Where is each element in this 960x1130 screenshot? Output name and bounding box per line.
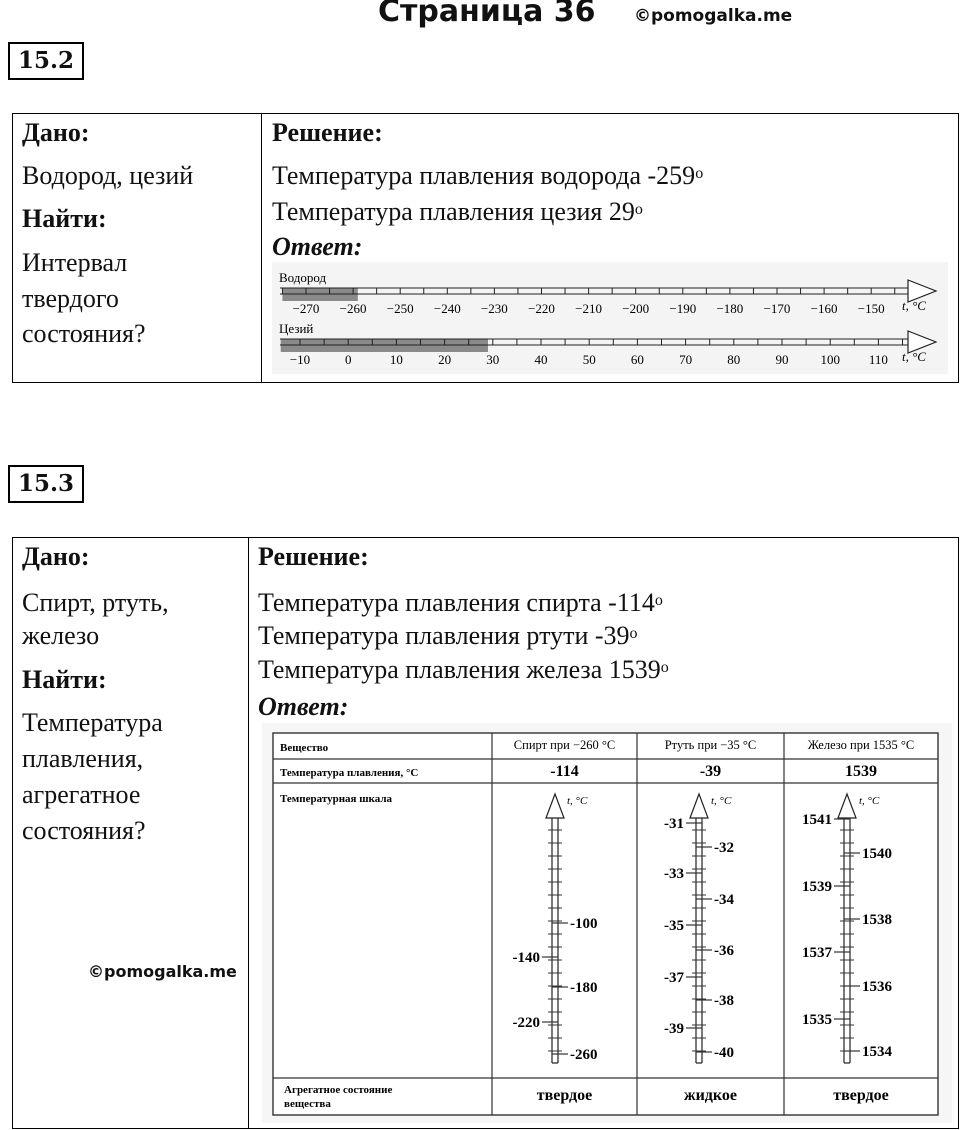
body-watermark: ©pomogalka.me [88, 962, 237, 981]
column-header: Ртуть при −35 °С [664, 738, 757, 752]
scale-label: -36 [714, 943, 734, 959]
solution-line-1: Температура плавления спирта -114$^o$ [258, 588, 663, 617]
solution-line-2: Температура плавления ртути -39$^o$ [258, 621, 638, 650]
answer-label: Ответ: [272, 232, 363, 261]
scale-label: 1538 [862, 912, 892, 928]
scale-label: -220 [512, 1015, 540, 1031]
tick-label: −150 [857, 301, 885, 316]
row-label-state: вещества [284, 1098, 331, 1110]
tick-label: −170 [763, 301, 791, 316]
state-value: твердое [833, 1087, 889, 1104]
scale-label: -38 [714, 993, 734, 1009]
find-line-3: агрегатное [22, 780, 141, 809]
scale-label: -100 [570, 916, 598, 932]
problem-number-15-3: 15.3 [8, 465, 84, 503]
scale-name: Цезий [279, 321, 314, 336]
tick-label: 80 [727, 352, 741, 367]
find-line-2: твердого [22, 284, 119, 313]
row-label-state: Агрегатное состояние [284, 1084, 393, 1096]
thermometer-unit: t, °C [859, 795, 880, 807]
find-line-1: Интервал [22, 248, 128, 277]
axis-unit: t, °C [902, 298, 926, 313]
solution-line-1: Температура плавления водорода -259$^o$ [272, 161, 704, 190]
row-label-melting: Температура плавления, °С [280, 767, 419, 779]
tick-label: 100 [820, 352, 840, 367]
find-line-4: состояния? [22, 816, 146, 845]
tick-label: 0 [344, 352, 352, 367]
solution-label: Решение: [272, 118, 383, 147]
thermometer-unit: t, °C [567, 795, 588, 807]
given-label: Дано: [22, 118, 90, 147]
melting-value: -114 [550, 763, 579, 780]
answer-label: Ответ: [258, 692, 349, 721]
tick-label: 30 [486, 352, 500, 367]
thermometer-unit: t, °C [711, 795, 732, 807]
scale-label: 1540 [862, 846, 892, 862]
scale-label: 1536 [862, 979, 892, 995]
scale-label: 1534 [862, 1044, 892, 1060]
tick-label: −230 [480, 301, 508, 316]
find-line-1: Температура [22, 708, 163, 737]
tick-label: 40 [534, 352, 548, 367]
scale-label: 1541 [802, 812, 832, 828]
scale-label: -35 [664, 918, 684, 934]
scale-label: -39 [664, 1021, 684, 1037]
scale-label: 1539 [802, 879, 832, 895]
tick-label: −260 [339, 301, 367, 316]
page-title: Страница 36 [378, 0, 596, 29]
scale-label: -34 [714, 892, 734, 908]
temperature-scales-figure [272, 262, 948, 374]
table-divider [248, 537, 249, 1129]
tick-label: −210 [575, 301, 603, 316]
tick-label: 70 [679, 352, 693, 367]
scale-name: Водород [279, 270, 327, 285]
scale-label: -37 [664, 970, 684, 986]
answer-table [273, 733, 938, 1115]
state-value: жидкое [683, 1087, 738, 1104]
given-line-2: железо [22, 621, 100, 650]
table-divider [261, 113, 262, 383]
tick-label: −250 [386, 301, 414, 316]
row-label-substance: Вещество [280, 742, 329, 754]
state-value: твердое [536, 1087, 593, 1104]
tick-label: −270 [292, 301, 320, 316]
tick-label: 110 [868, 352, 888, 367]
column-header: Железо при 1535 °С [807, 738, 915, 752]
column-header: Спирт при −260 °С [513, 738, 616, 752]
find-label: Найти: [22, 204, 107, 233]
given-text: Водород, цезий [22, 161, 194, 190]
figure-background [272, 262, 948, 374]
solution-line-2: Температура плавления цезия 29$^o$ [272, 197, 643, 226]
site-watermark: ©pomogalka.me [634, 6, 793, 26]
scale-label: 1537 [802, 945, 832, 961]
solution-line-3: Температура плавления железа 1539$^o$ [258, 655, 669, 684]
tick-label: −220 [528, 301, 555, 316]
tick-label: −180 [716, 301, 744, 316]
tick-label: 20 [438, 352, 452, 367]
scale-label: -260 [570, 1047, 598, 1063]
axis-unit: t, °C [902, 349, 926, 364]
row-label-scale: Температурная шкала [280, 793, 392, 805]
tick-label: 10 [389, 352, 403, 367]
find-label: Найти: [22, 665, 107, 694]
problem-number-15-2: 15.2 [8, 42, 84, 80]
melting-value: -39 [699, 763, 722, 780]
find-line-3: состояния? [22, 319, 146, 348]
tick-label: −160 [810, 301, 838, 316]
given-line-1: Спирт, ртуть, [22, 588, 169, 617]
scale-label: -40 [714, 1045, 734, 1061]
scale-label: -180 [570, 980, 598, 996]
solution-label: Решение: [258, 542, 369, 571]
tick-label: −190 [669, 301, 697, 316]
find-line-2: плавления, [22, 744, 144, 773]
given-label: Дано: [22, 542, 90, 571]
scale-label: -33 [664, 866, 684, 882]
tick-label: 50 [582, 352, 596, 367]
scale-label: 1535 [802, 1012, 832, 1028]
tick-label: −200 [622, 301, 650, 316]
tick-label: −240 [433, 301, 461, 316]
melting-value: 1539 [845, 763, 877, 780]
scale-label: -32 [714, 840, 734, 856]
tick-label: 90 [775, 352, 789, 367]
answer-table-figure [262, 723, 952, 1123]
tick-label: −10 [289, 352, 311, 367]
scale-label: -140 [512, 950, 540, 966]
table-frame [273, 733, 938, 1115]
tick-label: 60 [630, 352, 644, 367]
scale-label: -31 [664, 816, 684, 832]
